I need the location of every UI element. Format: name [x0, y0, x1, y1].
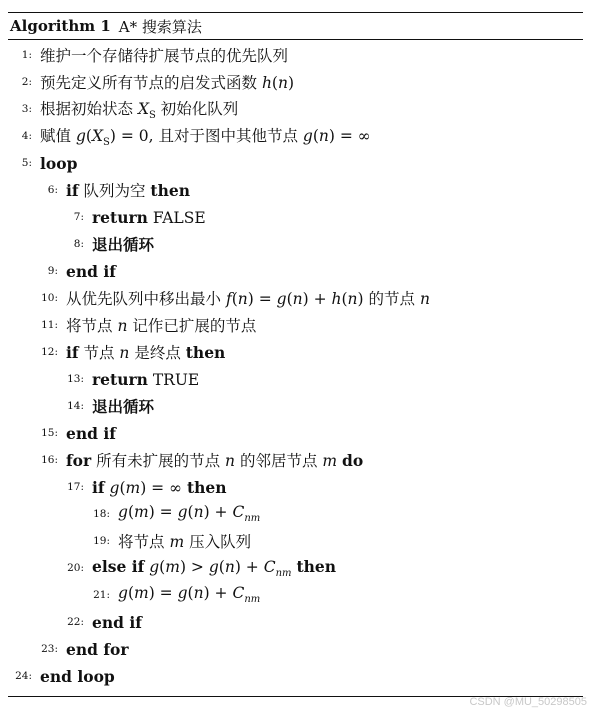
algo-line: [34, 258, 116, 284]
line-text: 从优先队列中移出最小 f(n) = g(n) + h(n) 的节点 n: [66, 290, 430, 308]
line-number: 20:: [67, 562, 84, 574]
title-rule: [8, 39, 583, 40]
line-text: $g(m) = g(n) + C_{nm}$: [118, 503, 261, 525]
line-number: 1:: [21, 49, 32, 61]
line-number: 11:: [41, 319, 58, 331]
line-number: 5:: [21, 157, 32, 169]
line-text: return TRUE: [92, 369, 200, 389]
algo-line: [60, 204, 206, 230]
algo-line: [34, 285, 430, 311]
algo-line: [60, 231, 154, 257]
algo-line: [86, 528, 251, 554]
line-text: 退出循环: [92, 235, 155, 254]
line-text: 将节点 n 记作已扩展的节点: [66, 317, 257, 335]
line-number: 2:: [21, 76, 32, 88]
line-text: 赋值 $g(X_S) = 0$, 且对于图中其他节点 g(n) = ∞: [40, 126, 371, 149]
line-text: return FALSE: [92, 207, 206, 227]
line-text: end if: [66, 423, 116, 443]
line-text: $g(m) = g(n) + C_{nm}$: [118, 584, 261, 606]
algo-line: [8, 96, 238, 122]
algo-line: [60, 609, 142, 635]
algo-line: [8, 42, 288, 68]
line-number: 19:: [93, 535, 110, 547]
line-number: 8:: [73, 238, 84, 250]
line-number: 10:: [41, 292, 58, 304]
algo-line: [60, 555, 336, 581]
line-number: 17:: [67, 481, 84, 493]
line-text: 退出循环: [92, 397, 155, 416]
line-text: 将节点 m 压入队列: [118, 533, 252, 551]
algo-line: [60, 366, 199, 392]
line-number: 18:: [93, 508, 110, 520]
line-text: end loop: [40, 666, 115, 686]
line-number: 21:: [93, 589, 110, 601]
line-text: loop: [40, 153, 78, 173]
algo-line: [60, 393, 154, 419]
line-number: 13:: [67, 373, 84, 385]
line-number: 23:: [41, 643, 58, 655]
algo-line: [34, 339, 225, 365]
line-text: if g(m) = ∞ then: [92, 477, 227, 497]
algo-line: [8, 123, 371, 149]
line-number: 15:: [41, 427, 58, 439]
algo-line: [86, 582, 260, 608]
line-number: 14:: [67, 400, 84, 412]
algo-line: [8, 150, 77, 176]
line-text: 根据初始状态 $X_S$ 初始化队列: [40, 99, 239, 122]
algo-line: [34, 177, 190, 203]
line-text: 预先定义所有节点的启发式函数 h(n): [40, 74, 295, 92]
line-number: 12:: [41, 346, 58, 358]
algo-line: [86, 501, 260, 527]
algorithm-label: Algorithm 1: [10, 17, 111, 35]
line-text: for 所有未扩展的节点 n 的邻居节点 m do: [66, 451, 364, 470]
algorithm-box: [8, 12, 583, 686]
algorithm-name: A* 搜索算法: [118, 17, 202, 36]
algo-line: [8, 69, 294, 95]
line-number: 3:: [21, 103, 32, 115]
algorithm-title: [8, 13, 583, 39]
algo-line: [34, 312, 256, 338]
algo-line: [34, 636, 129, 662]
line-text: end if: [66, 261, 116, 281]
line-number: 7:: [73, 211, 84, 223]
algo-line: [60, 474, 227, 500]
algo-line: [34, 447, 363, 473]
line-number: 4:: [21, 130, 32, 142]
line-text: 维护一个存储待扩展节点的优先队列: [40, 47, 289, 65]
line-text: end if: [92, 612, 142, 632]
line-text: else if $g(m) > g(n) + C_{nm}$ then: [92, 556, 337, 580]
algo-line: [8, 663, 115, 689]
line-number: 24:: [15, 670, 32, 682]
line-number: 16:: [41, 454, 58, 466]
line-text: if 节点 n 是终点 then: [66, 343, 226, 362]
line-number: 6:: [47, 184, 58, 196]
line-number: 22:: [67, 616, 84, 628]
algo-line: [34, 420, 116, 446]
line-text: if 队列为空 then: [66, 181, 190, 200]
watermark: CSDN @MU_50298505: [469, 696, 587, 708]
line-number: 9:: [47, 265, 58, 277]
line-text: end for: [66, 639, 129, 659]
